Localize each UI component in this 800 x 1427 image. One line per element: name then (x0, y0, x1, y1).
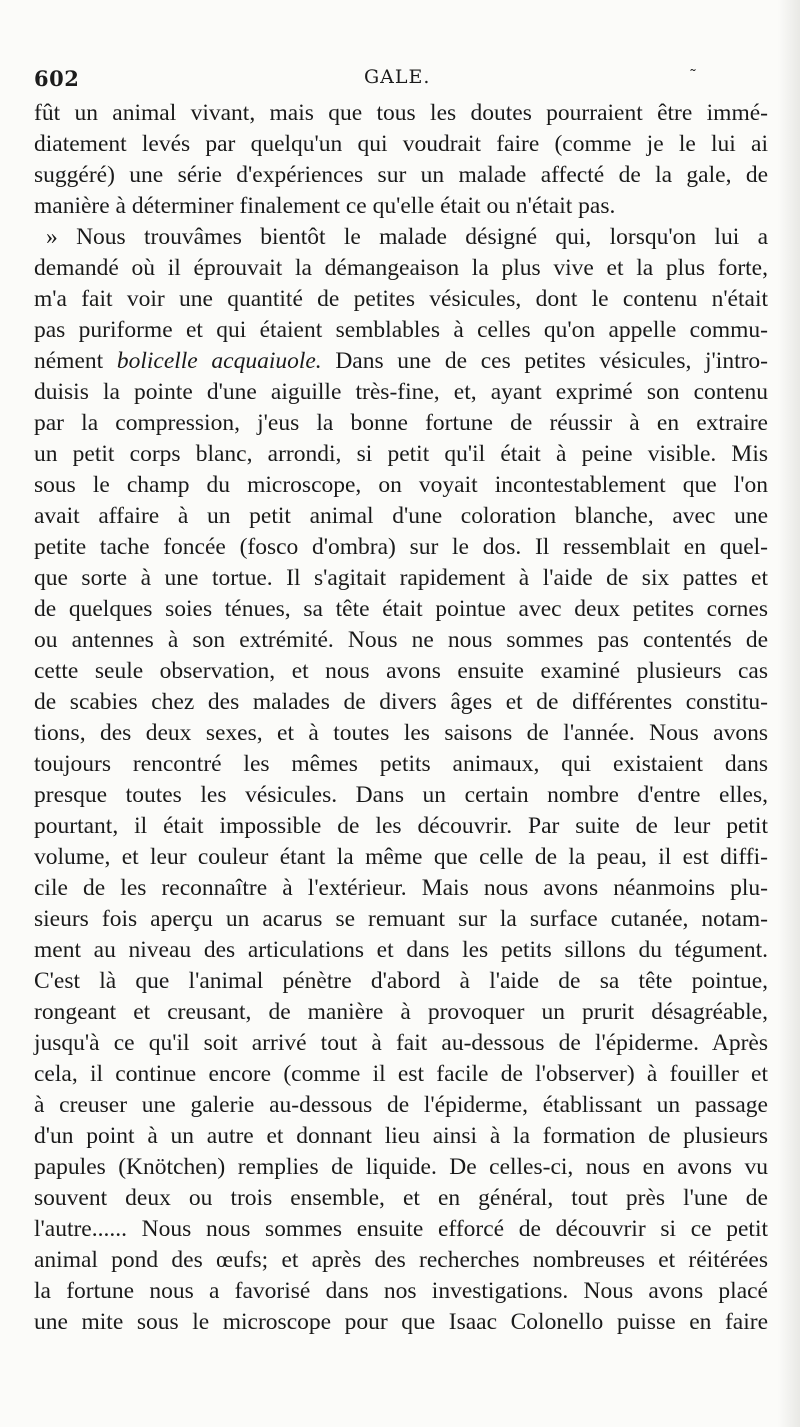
text-line: presque toutes les vésicules. Dans un certain nombre d'entre elles, (34, 782, 768, 808)
text-line: par la compression, j'eus la bonne fortune de réussir à en extraire (34, 410, 768, 436)
text-line: ment au niveau des articulations et dans les petits sillons du tégument. (34, 937, 768, 963)
text-line: rongeant et creusant, de manière à provoquer un prurit désagréable, (34, 999, 768, 1025)
text-line: petite tache foncée (fosco d'ombra) sur le dos. Il ressemblait en quel- (34, 534, 768, 560)
text-line: souvent deux ou trois ensemble, et en général, tout près l'une de (34, 1185, 768, 1211)
text-line: pourtant, il était impossible de les découvrir. Par suite de leur petit (34, 813, 768, 839)
page-edge-shadow (778, 0, 800, 1427)
text-line: cile de les reconnaître à l'extérieur. Mais nous avons néanmoins plu- (34, 875, 768, 901)
text-line: à creuser une galerie au-dessous de l'épiderme, établissant un passage (34, 1092, 768, 1118)
text-line: cette seule observation, et nous avons ensuite examiné plusieurs cas (34, 658, 768, 684)
text-line: diatement levés par quelqu'un qui voudrait faire (comme je le lui ai (34, 131, 768, 157)
text-line: toujours rencontré les mêmes petits animaux, qui existaient dans (34, 751, 768, 777)
italic-term: bolicelle acquaiuole. (116, 348, 322, 374)
text-line: sous le champ du microscope, on voyait incontestablement que l'on (34, 472, 768, 498)
text-line: duisis la pointe d'une aiguille très-fine, et, ayant exprimé son contenu (34, 379, 768, 405)
text-line: de quelques soies ténues, sa tête était pointue avec deux petites cornes (34, 596, 768, 622)
corner-mark: ˜ (689, 66, 697, 85)
text-line: pas puriforme et qui étaient semblables à celles qu'on appelle commu- (34, 317, 768, 343)
line-text: Dans une de ces petites vésicules, j'intro- (321, 348, 769, 374)
text-line: suggéré) une série d'expériences sur un malade affecté de la gale, de (34, 162, 768, 188)
running-title: GALE. (364, 66, 431, 88)
text-line: manière à déterminer finalement ce qu'elle était ou n'était pas. (34, 193, 616, 219)
text-line: cela, il continue encore (comme il est facile de l'observer) à fouiller et (34, 1061, 768, 1087)
text-line: volume, et leur couleur étant la même que celle de la peau, il est diffi- (34, 844, 768, 870)
text-line: fût un animal vivant, mais que tous les doutes pourraient être immé- (34, 100, 768, 126)
text-line: C'est là que l'animal pénètre d'abord à l'aide de sa tête pointue, (34, 968, 768, 994)
text-line: que sorte à une tortue. Il s'agitait rapidement à l'aide de six pattes et (34, 565, 768, 591)
text-line: une mite sous le microscope pour que Isaac Colonello puisse en faire (34, 1309, 768, 1335)
text-line: m'a fait voir une quantité de petites vésicules, dont le contenu n'était (34, 286, 768, 312)
page-number: 602 (34, 66, 80, 91)
text-line-with-italic (34, 346, 768, 377)
text-line: demandé où il éprouvait la démangeaison la plus vive et la plus forte, (34, 255, 768, 281)
paragraph-start-line: » Nous trouvâmes bientôt le malade désigné qui, lorsqu'on lui a (46, 224, 768, 250)
text-line: ou antennes à son extrémité. Nous ne nous sommes pas contentés de (34, 627, 768, 653)
text-line: papules (Knötchen) remplies de liquide. De celles-ci, nous en avons vu (34, 1154, 768, 1180)
text-line: sieurs fois aperçu un acarus se remuant sur la surface cutanée, notam- (34, 906, 768, 932)
text-line: un petit corps blanc, arrondi, si petit qu'il était à peine visible. Mis (34, 441, 768, 467)
page-header (34, 66, 770, 96)
body-text (34, 98, 768, 1338)
text-line: tions, des deux sexes, et à toutes les saisons de l'année. Nous avons (34, 720, 768, 746)
text-line: jusqu'à ce qu'il soit arrivé tout à fait au-dessous de l'épiderme. Après (34, 1030, 768, 1056)
text-line: l'autre...... Nous nous sommes ensuite efforcé de découvrir si ce petit (34, 1216, 768, 1242)
text-line: d'un point à un autre et donnant lieu ainsi à la formation de plusieurs (34, 1123, 768, 1149)
line-text: nément (34, 348, 117, 374)
text-line: la fortune nous a favorisé dans nos investigations. Nous avons placé (34, 1278, 768, 1304)
text-line: avait affaire à un petit animal d'une coloration blanche, avec une (34, 503, 768, 529)
text-line: animal pond des œufs; et après des recherches nombreuses et réitérées (34, 1247, 768, 1273)
text-line: de scabies chez des malades de divers âges et de différentes constitu- (34, 689, 768, 715)
